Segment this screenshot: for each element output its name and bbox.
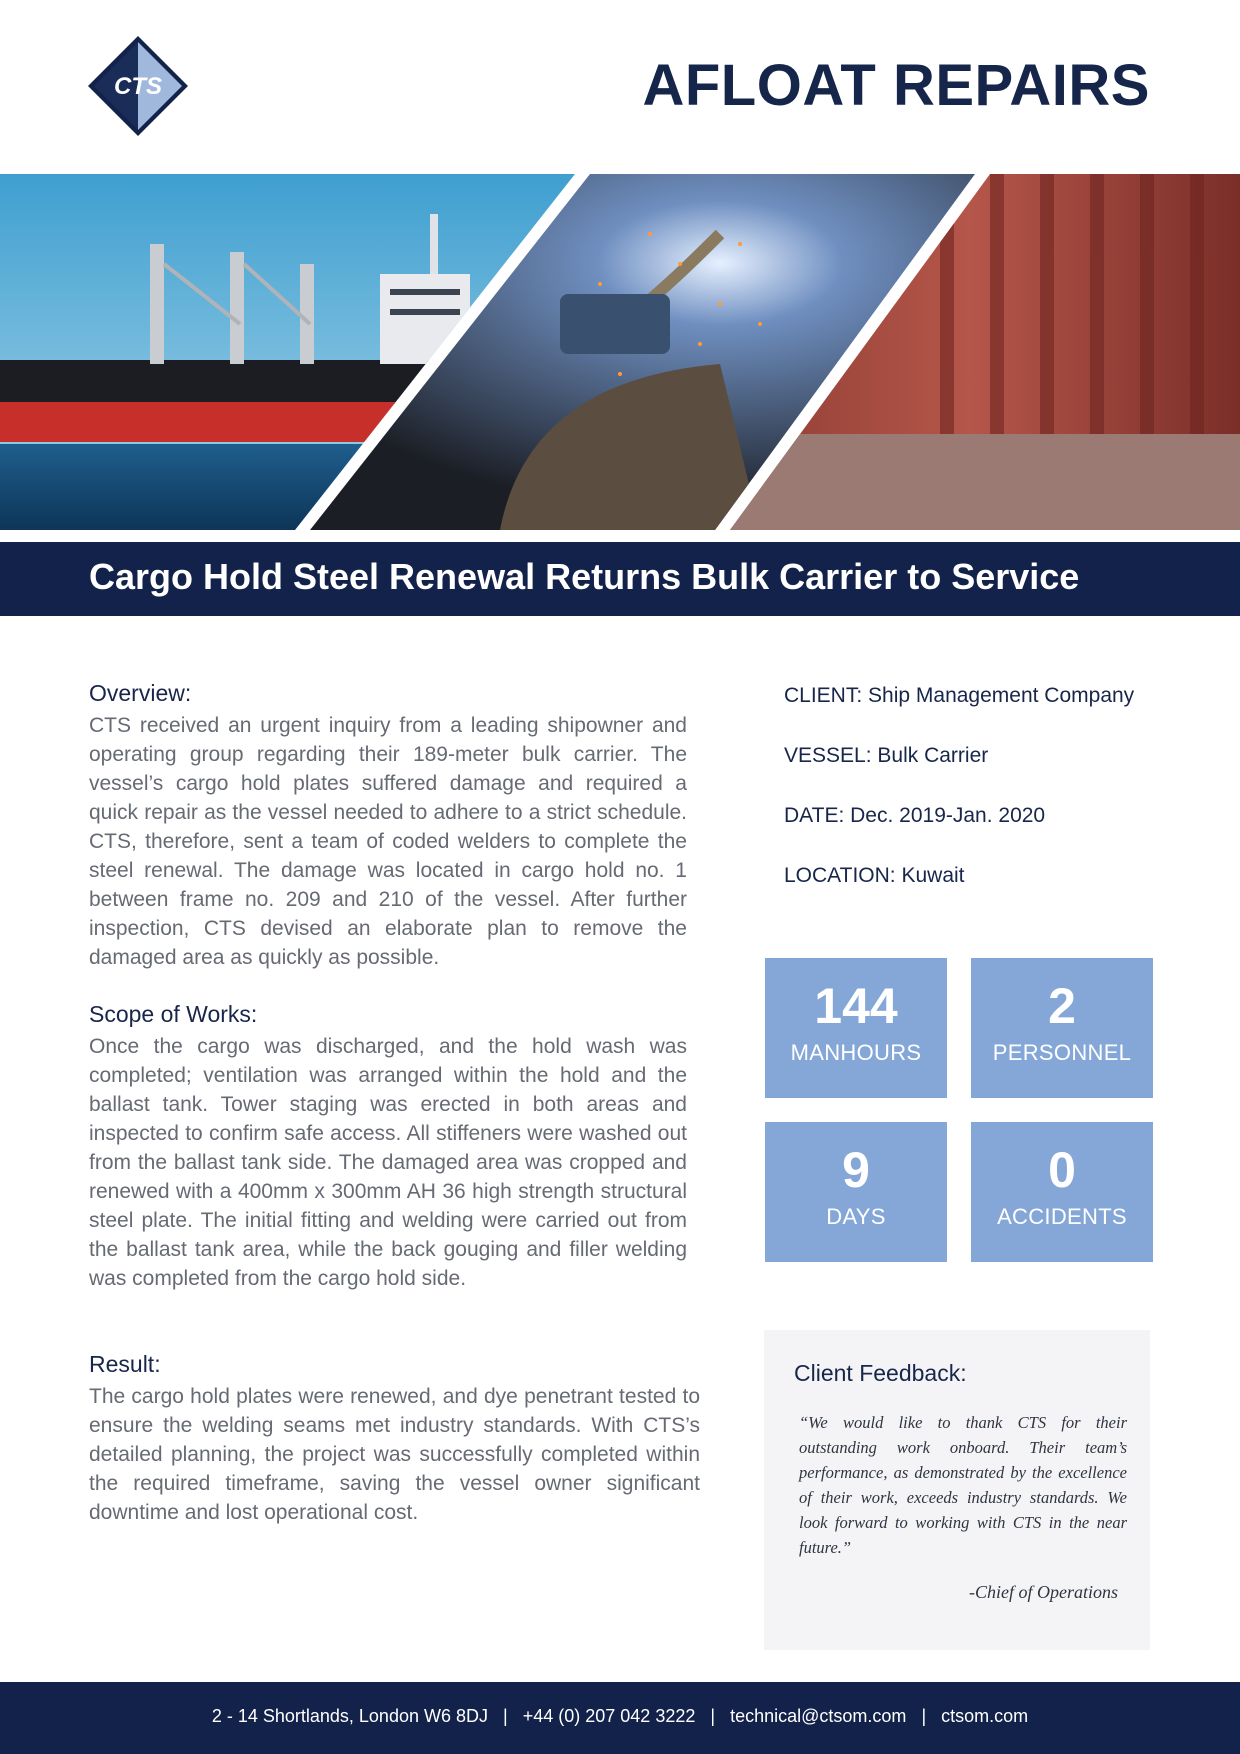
- banner-title: Cargo Hold Steel Renewal Returns Bulk Carrier to Service: [89, 556, 1080, 597]
- stat-value: 144: [814, 978, 898, 1034]
- detail-label: VESSEL:: [784, 744, 872, 767]
- detail-label: CLIENT:: [784, 684, 863, 707]
- page-title: AFLOAT REPAIRS: [642, 53, 1150, 118]
- cts-logo: [88, 36, 188, 136]
- stat-label: MANHOURS: [790, 1040, 922, 1065]
- scope-heading: Scope of Works:: [89, 1001, 258, 1027]
- feedback-quote: “We would like to thank CTS for their outstanding work onboard. Their team’s performance, as demonstrated by the excellence of their work, exceeds industry standards. We look forward to working with CTS in the near future.”: [799, 1413, 1127, 1557]
- result-heading: Result:: [89, 1351, 161, 1377]
- stat-accidents: [971, 1122, 1153, 1262]
- stat-days: [765, 1122, 947, 1262]
- hero-image-collage: [0, 174, 1240, 530]
- detail-vessel: [784, 744, 988, 768]
- detail-value: Dec. 2019-Jan. 2020: [850, 804, 1046, 827]
- stat-manhours: [765, 958, 947, 1098]
- client-feedback-box: [764, 1330, 1150, 1650]
- title-banner: [0, 542, 1240, 616]
- detail-value: Kuwait: [901, 864, 965, 887]
- detail-date: [784, 804, 1045, 828]
- footer: [0, 1682, 1240, 1754]
- footer-separator: |: [710, 1706, 716, 1726]
- footer-separator: |: [503, 1706, 508, 1726]
- stat-label: ACCIDENTS: [997, 1204, 1127, 1229]
- stat-value: 2: [1048, 978, 1076, 1034]
- overview-heading: Overview:: [89, 680, 192, 706]
- detail-value: Ship Management Company: [868, 684, 1135, 707]
- feedback-author: -Chief of Operations: [969, 1582, 1118, 1602]
- footer-contact: [0, 1706, 1240, 1727]
- detail-label: DATE:: [784, 804, 845, 827]
- feedback-heading: Client Feedback:: [794, 1360, 967, 1386]
- detail-label: LOCATION:: [784, 864, 896, 887]
- footer-separator: |: [921, 1706, 927, 1726]
- footer-website[interactable]: ctsom.com: [941, 1706, 1029, 1726]
- stat-value: 0: [1048, 1142, 1076, 1198]
- stat-label: DAYS: [826, 1204, 886, 1229]
- overview-text: CTS received an urgent inquiry from a leading shipowner and operating group regarding their 189-meter bulk carrier. The vessel’s cargo hold plates suffered damage and required a quick repair as the vessel needed to adhere to a strict schedule. CTS, therefore, sent a team of coded welders to complete the steel renewal. The damage was located in cargo hold no. 1 between frame no. 209 and 210 of the vessel. After further inspection, CTS devised an elaborate plan to remove the damaged area as quickly as possible.: [89, 714, 687, 969]
- stat-personnel: [971, 958, 1153, 1098]
- stat-label: PERSONNEL: [992, 1040, 1132, 1065]
- footer-phone[interactable]: +44 (0) 207 042 3222: [522, 1706, 696, 1726]
- detail-location: [784, 864, 965, 888]
- scope-text: Once the cargo was discharged, and the hold wash was completed; ventilation was arranged within the hold and the ballast tank. Tower staging was erected in both areas and inspected to confirm safe access. All stiffeners were washed out from the ballast tank side. The damaged area was cropped and renewed with a 400mm x 300mm AH 36 high strength structural steel plate. The initial fitting and welding were carried out from the ballast tank area, while the back gouging and filler welding was completed from the cargo hold side.: [89, 1035, 687, 1290]
- detail-value: Bulk Carrier: [877, 744, 989, 767]
- logo-text: CTS: [114, 73, 162, 100]
- result-text: The cargo hold plates were renewed, and dye penetrant tested to ensure the welding seams met industry standards. With CTS’s detailed planning, the project was successfully completed within the required timeframe, saving the vessel owner significant downtime and lost operational cost.: [89, 1385, 700, 1524]
- footer-email[interactable]: technical@ctsom.com: [730, 1706, 907, 1726]
- stat-value: 9: [842, 1142, 870, 1198]
- detail-client: [784, 684, 1134, 708]
- footer-address: 2 - 14 Shortlands, London W6 8DJ: [211, 1706, 488, 1726]
